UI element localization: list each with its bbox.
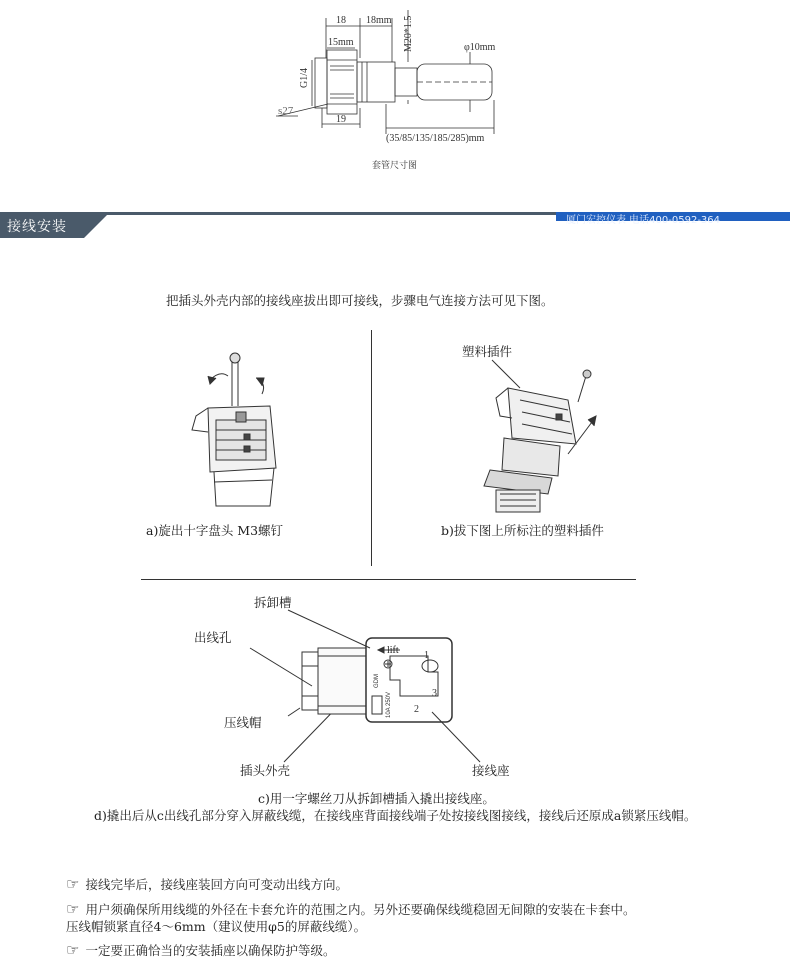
dim-18mm: 18mm	[366, 15, 392, 26]
dim-g14: G1/4	[299, 68, 310, 88]
terminal-block-label: 接线座	[472, 763, 510, 778]
section-title: 接线安装	[7, 219, 67, 235]
svg-text:2: 2	[414, 704, 419, 715]
step-d-text: d)撬出后从c出线孔部分穿入屏蔽线缆，在接线座背面接线端子处按接线图接线，接线后还原成a锁紧压线帽。	[94, 808, 697, 823]
step-b-caption: b)拔下图上所标注的塑料插件	[441, 523, 604, 538]
note-3: 压线帽锁紧直径4～6mm（建议使用φ5的屏蔽线缆）。	[66, 919, 367, 934]
pointing-hand-icon: ☞	[66, 900, 80, 918]
plastic-insert-label: 塑料插件	[462, 344, 513, 359]
intro-text: 把插头外壳内部的接线座拔出即可接线，步骤电气连接方法可见下图。	[166, 293, 554, 308]
note-4: ☞ 一定要正确恰当的安装插座以确保防护等级。	[66, 941, 336, 959]
connector-screw-illustration	[180, 350, 300, 510]
dim-15mm: 15mm	[328, 37, 354, 48]
dim-19: 19	[336, 114, 346, 125]
pointing-hand-icon: ☞	[66, 875, 80, 893]
svg-text:GDM: GDM	[374, 674, 380, 688]
dim-s27: s27	[278, 105, 294, 117]
section-contact: 厦门宏控仪表 电话400-0592-364	[566, 215, 721, 226]
cable-hole-label: 出线孔	[194, 630, 232, 645]
svg-text:3: 3	[432, 688, 437, 699]
lift-label: lift	[387, 645, 399, 656]
dim-phi10: φ10mm	[464, 42, 496, 53]
svg-text:10A 250V: 10A 250V	[386, 691, 392, 718]
drawing-caption: 套管尺寸图	[372, 161, 418, 171]
svg-text:1: 1	[424, 650, 429, 661]
sensor-insert-illustration	[460, 358, 610, 518]
dim-m20: M20*1.5	[403, 15, 414, 52]
note-1: ☞ 接线完毕后，接线座装回方向可变动出线方向。	[66, 875, 348, 893]
plug-shell-label: 插头外壳	[240, 763, 291, 778]
vertical-divider	[371, 330, 372, 566]
cable-cap-label: 压线帽	[224, 715, 262, 730]
step-c-caption: c)用一字螺丝刀从拆卸槽插入撬出接线座。	[258, 791, 495, 806]
removal-slot-label: 拆卸槽	[254, 595, 292, 610]
horizontal-divider	[141, 579, 636, 580]
note-2: ☞ 用户须确保所用线缆的外径在卡套允许的范围之内。另外还要确保线缆稳固无间隙的安装在卡套中。	[66, 900, 636, 918]
step-a-caption: a)旋出十字盘头 M3螺钉	[146, 523, 284, 538]
dim-lengths: (35/85/135/185/285)mm	[386, 133, 485, 144]
dim-18: 18	[336, 15, 346, 26]
pointing-hand-icon: ☞	[66, 941, 80, 959]
